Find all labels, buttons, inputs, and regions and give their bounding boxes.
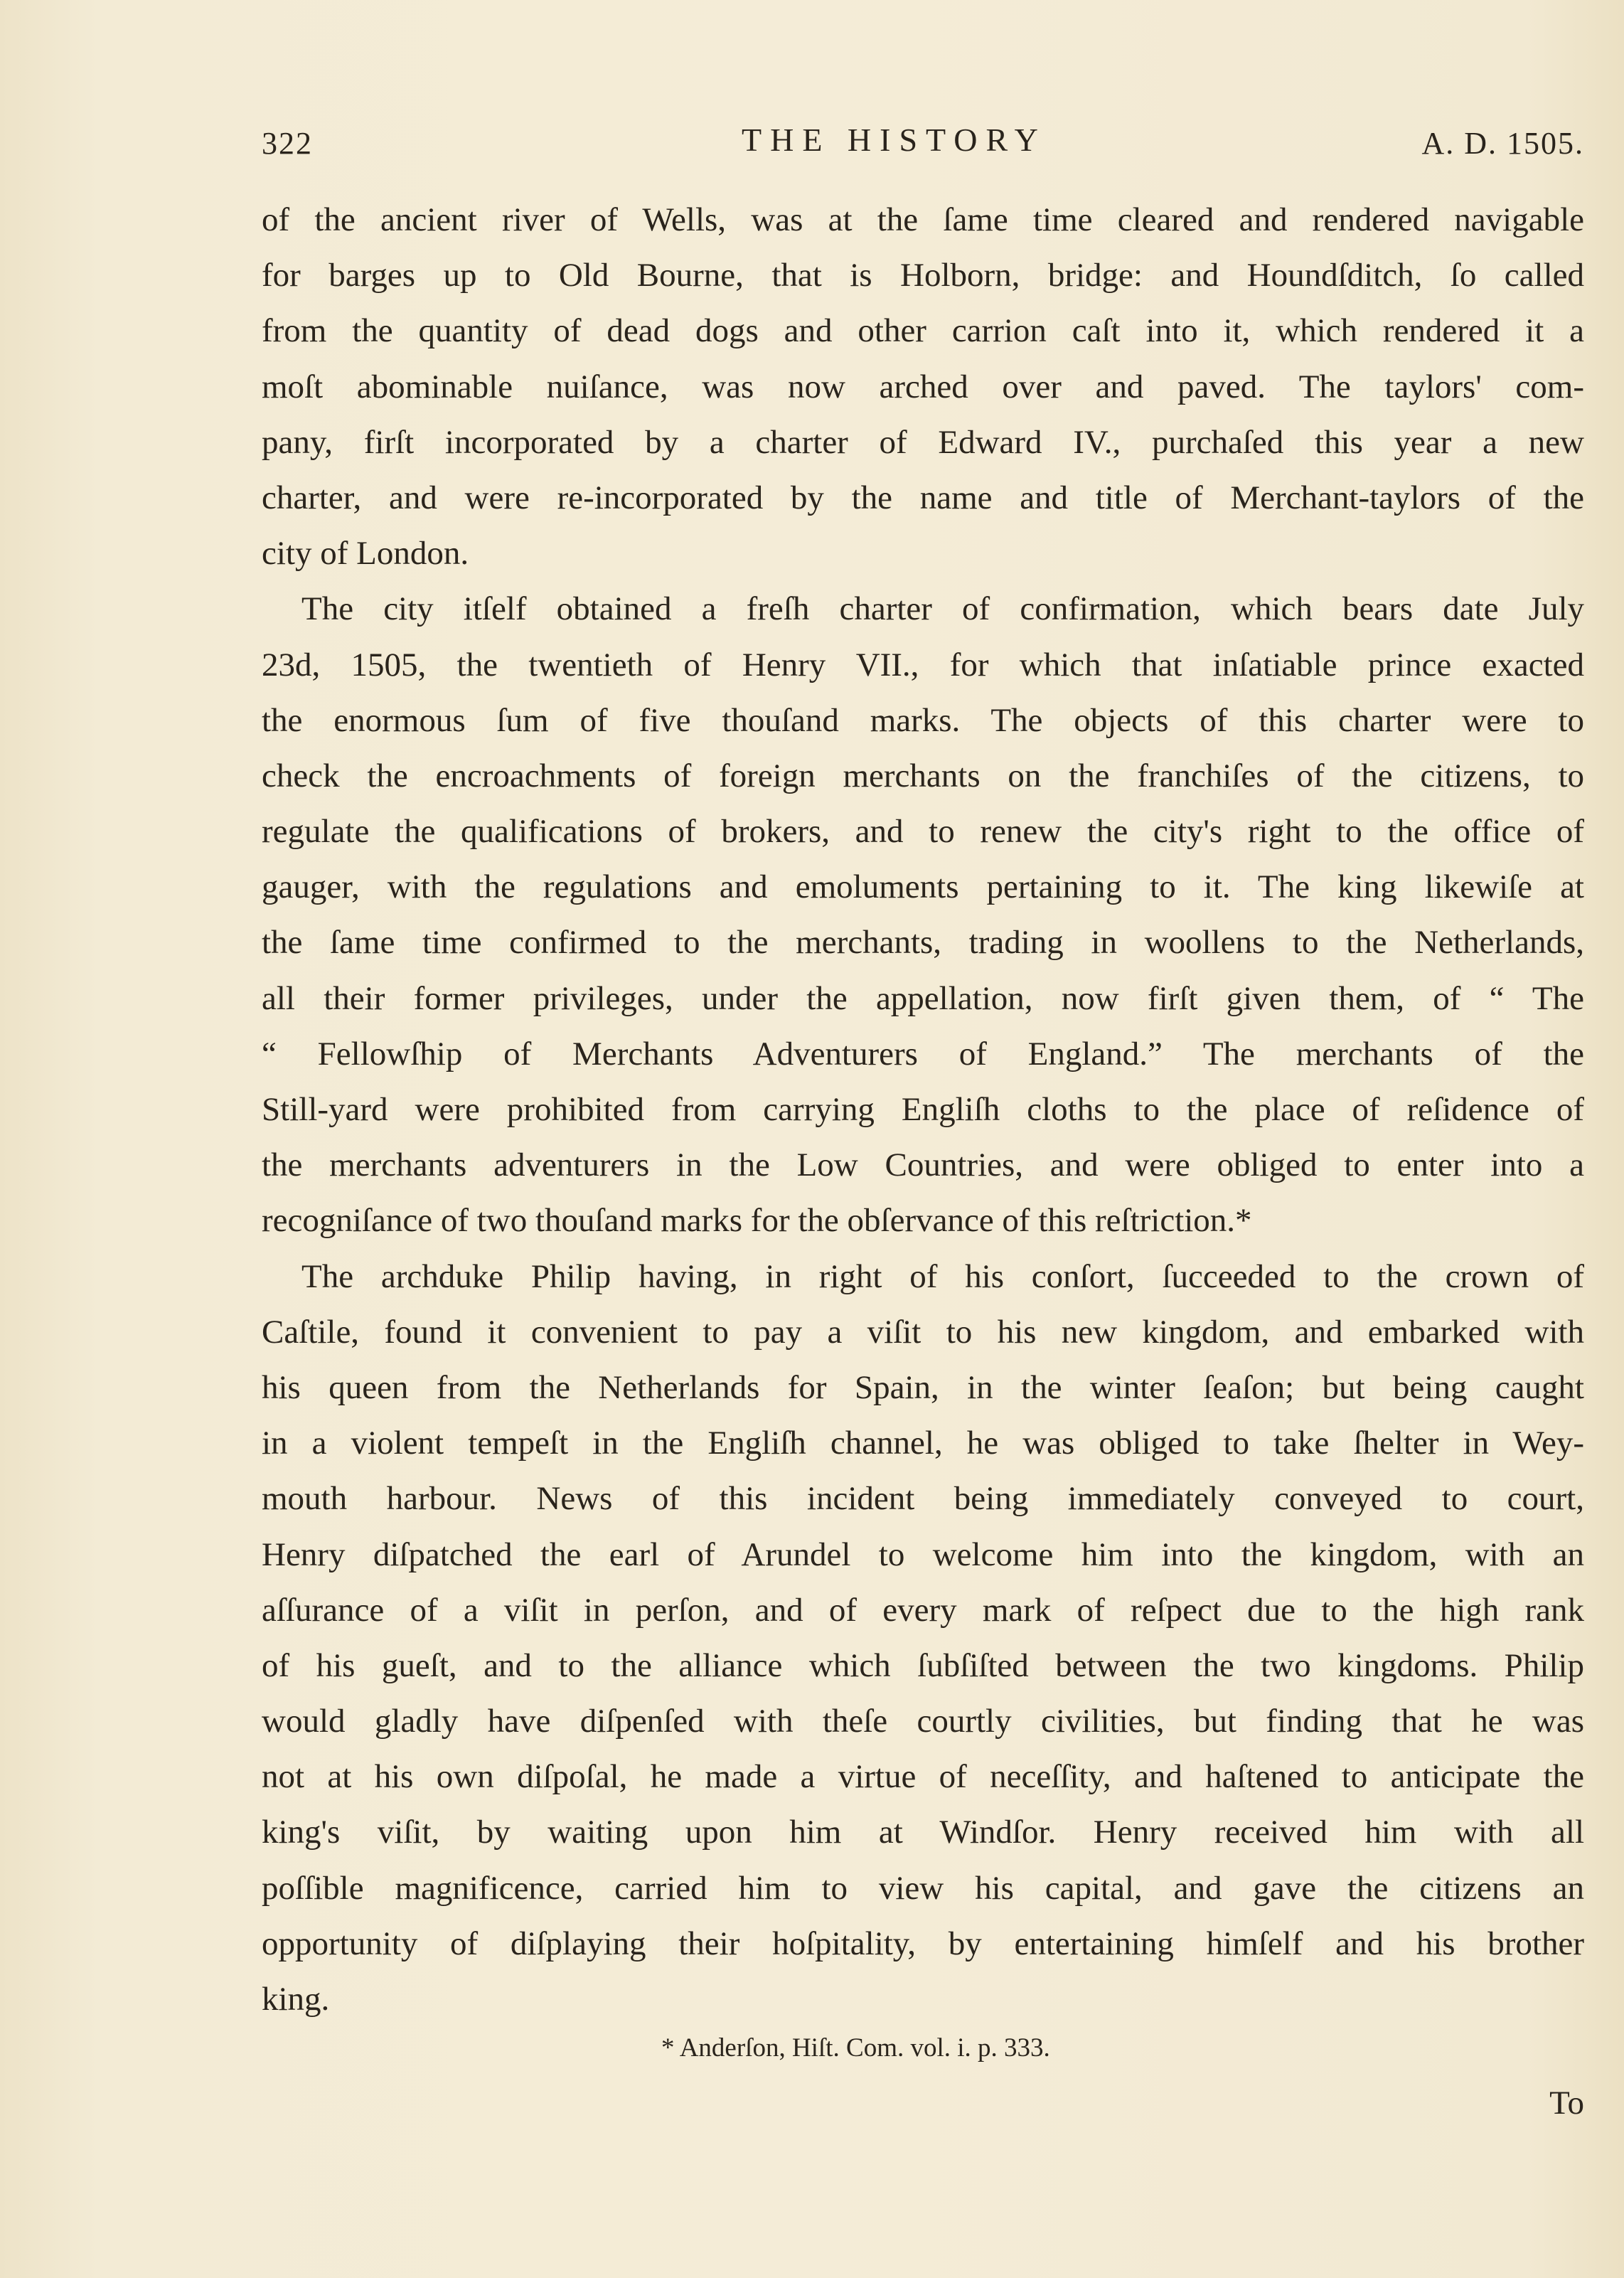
- text-line: 23d, 1505, the twentieth of Henry VII., for which that inſatiable prince exacted: [262, 646, 1584, 683]
- footnote: * Anderſon, Hiſt. Com. vol. i. p. 333.: [661, 2033, 1050, 2063]
- text-line: Henry diſpatched the earl of Arundel to welcome him into the kingdom, with an: [262, 1535, 1584, 1573]
- text-line: mouth harbour. News of this incident being immediately conveyed to court,: [262, 1480, 1584, 1518]
- text-line: The city itſelf obtained a freſh charter of confirmation, which bears date July: [301, 590, 1584, 628]
- text-line: The archduke Philip having, in right of his conſort, ſucceeded to the crown of: [301, 1257, 1584, 1295]
- page-number: 322: [262, 126, 313, 161]
- running-title: THE HISTORY: [742, 122, 1047, 158]
- text-line: in a violent tempeſt in the Engliſh channel, he was obliged to take ſhelter in Wey-: [262, 1425, 1584, 1462]
- text-line: of his gueſt, and to the alliance which ſubſiſted between the two kingdoms. Philip: [262, 1646, 1584, 1684]
- text-line: “ Fellowſhip of Merchants Adventurers of England.” The merchants of the: [262, 1035, 1584, 1073]
- text-line: king's viſit, by waiting upon him at Windſor. Henry received him with all: [262, 1814, 1584, 1851]
- text-line: aſſurance of a viſit in perſon, and of every mark of reſpect due to the high rank: [262, 1591, 1584, 1629]
- text-line: all their former privileges, under the appellation, now firſt given them, of “ The: [262, 979, 1584, 1017]
- text-line: the ſame time confirmed to the merchants, trading in woollens to the Netherlands,: [262, 924, 1584, 962]
- header-date: A. D. 1505.: [1421, 126, 1584, 161]
- paragraph: [262, 192, 1584, 581]
- body-text: [262, 192, 1584, 2027]
- text-line: Still-yard were prohibited from carrying Engliſh cloths to the place of reſidence of: [262, 1091, 1584, 1128]
- text-line: for barges up to Old Bourne, that is Holborn, bridge: and Houndſditch, ſo called: [262, 257, 1584, 294]
- text-line: of the ancient river of Wells, was at the ſame time cleared and rendered navigable: [262, 201, 1584, 238]
- text-line: gauger, with the regulations and emoluments pertaining to it. The king likewiſe at: [262, 868, 1584, 906]
- text-line: charter, and were re-incorporated by the name and title of Merchant-taylors of the: [262, 479, 1584, 516]
- text-line: the merchants adventurers in the Low Countries, and were obliged to enter into a: [262, 1146, 1584, 1184]
- text-line: regulate the qualifications of brokers, and to renew the city's right to the office of: [262, 813, 1584, 851]
- text-line: city of London.: [262, 535, 469, 573]
- text-line: opportunity of diſplaying their hoſpitality, by entertaining himſelf and his brother: [262, 1925, 1584, 1962]
- text-line: the enormous ſum of five thouſand marks. The objects of this charter were to: [262, 701, 1584, 739]
- text-line: his queen from the Netherlands for Spain, in the winter ſeaſon; but being caught: [262, 1368, 1584, 1406]
- text-line: king.: [262, 1981, 330, 2018]
- paragraph: [262, 581, 1584, 1248]
- text-line: pany, firſt incorporated by a charter of Edward IV., purchaſed this year a new: [262, 423, 1584, 461]
- paragraph: [262, 1249, 1584, 2028]
- catchword: To: [1549, 2085, 1584, 2122]
- text-line: would gladly have diſpenſed with theſe courtly civilities, but finding that he was: [262, 1703, 1584, 1740]
- running-header: [262, 121, 1584, 171]
- text-line: Caſtile, found it convenient to pay a viſit to his new kingdom, and embarked with: [262, 1313, 1584, 1351]
- text-line: moſt abominable nuiſance, was now arched over and paved. The taylors' com-: [262, 368, 1584, 405]
- text-line: from the quantity of dead dogs and other carrion caſt into it, which rendered it a: [262, 312, 1584, 350]
- text-line: recogniſance of two thouſand marks for the obſervance of this reſtriction.*: [262, 1202, 1252, 1240]
- text-line: check the encroachments of foreign merchants on the franchiſes of the citizens, to: [262, 757, 1584, 794]
- text-line: not at his own diſpoſal, he made a virtue of neceſſity, and haſtened to anticipate the: [262, 1758, 1584, 1796]
- text-line: poſſible magnificence, carried him to view his capital, and gave the citizens an: [262, 1869, 1584, 1907]
